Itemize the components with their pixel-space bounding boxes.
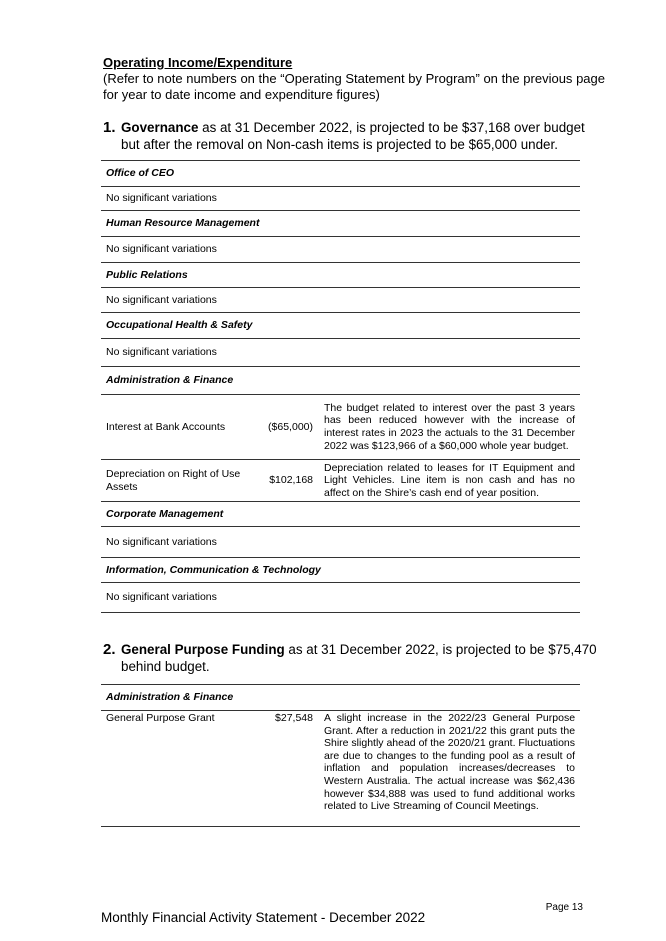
table-row [101, 339, 580, 367]
variance-explanation: A slight increase in the 2022/23 General Purpose Grant. After a reduction in 2021/22 this grant puts the Shire slightly ahead of the 2020/21 grant. Fluctuations are due to changes to the funding pool as a result of inflation and population increases/decreases to Western Australia. The actual increase was $62,436 however $34,888 was used to fund additional works related to Live Streaming of Council Meetings. [319, 711, 580, 827]
table-row [101, 187, 580, 211]
table-category-row [101, 685, 580, 711]
category-label: Human Resource Management [101, 211, 580, 237]
line-item: Depreciation on Right of Use Assets [101, 460, 253, 502]
section-description: as at 31 December 2022, is projected to be $37,168 over budget but after the removal on Non-cash items is projected to be $65,000 under. [121, 120, 585, 152]
governance-section [103, 119, 605, 153]
variation-note: No significant variations [101, 583, 580, 613]
section-title: General Purpose Funding [121, 642, 285, 657]
table-category-row [101, 502, 580, 527]
general-purpose-funding-section [103, 641, 605, 675]
variance-explanation: Depreciation related to leases for IT Equipment and Light Vehicles. Line item is non cash and has no affect on the Shire’s cash end of year position. [319, 460, 580, 502]
category-label: Office of CEO [101, 161, 580, 187]
variation-note: No significant variations [101, 187, 580, 211]
table-row [101, 583, 580, 613]
section-heading: Operating Income/Expenditure [103, 55, 293, 70]
section-title: Governance [121, 120, 199, 135]
category-label: Administration & Finance [101, 685, 580, 711]
intro-note: (Refer to note numbers on the “Operating Statement by Program” on the previous page for year to date income and expenditure figures) [103, 71, 605, 102]
variation-note: No significant variations [101, 237, 580, 263]
line-item: General Purpose Grant [101, 711, 253, 827]
table-row [101, 237, 580, 263]
category-label: Information, Communication & Technology [101, 558, 580, 583]
table-row [101, 527, 580, 558]
variation-note: No significant variations [101, 527, 580, 558]
table-row [101, 711, 580, 827]
page-number: Page 13 [545, 902, 583, 913]
variation-note: No significant variations [101, 339, 580, 367]
section-description: as at 31 December 2022, is projected to be $75,470 behind budget. [121, 642, 597, 674]
section-text [121, 119, 605, 153]
category-label: Public Relations [101, 263, 580, 288]
section-number: 1. [103, 119, 116, 136]
variance-amount: ($65,000) [253, 395, 319, 460]
section-text [121, 641, 605, 675]
table-category-row [101, 558, 580, 583]
section-number: 2. [103, 641, 116, 658]
table-category-row [101, 211, 580, 237]
table-category-row [101, 313, 580, 339]
governance-variance-table [101, 160, 580, 613]
table-row [101, 288, 580, 313]
variance-amount: $27,548 [253, 711, 319, 827]
line-item: Interest at Bank Accounts [101, 395, 253, 460]
table-row [101, 460, 580, 502]
general-purpose-funding-table [101, 684, 580, 827]
category-label: Occupational Health & Safety [101, 313, 580, 339]
table-category-row [101, 367, 580, 395]
variance-amount: $102,168 [253, 460, 319, 502]
table-category-row [101, 263, 580, 288]
page-footer: Monthly Financial Activity Statement - December 2022 [101, 910, 426, 925]
variance-explanation: The budget related to interest over the past 3 years has been reduced however with the increase of interest rates in 2023 the actuals to the 31 December 2022 was $123,966 of a $60,000 whole year budget. [319, 395, 580, 460]
variation-note: No significant variations [101, 288, 580, 313]
table-row [101, 395, 580, 460]
category-label: Administration & Finance [101, 367, 580, 395]
category-label: Corporate Management [101, 502, 580, 527]
table-category-row [101, 161, 580, 187]
